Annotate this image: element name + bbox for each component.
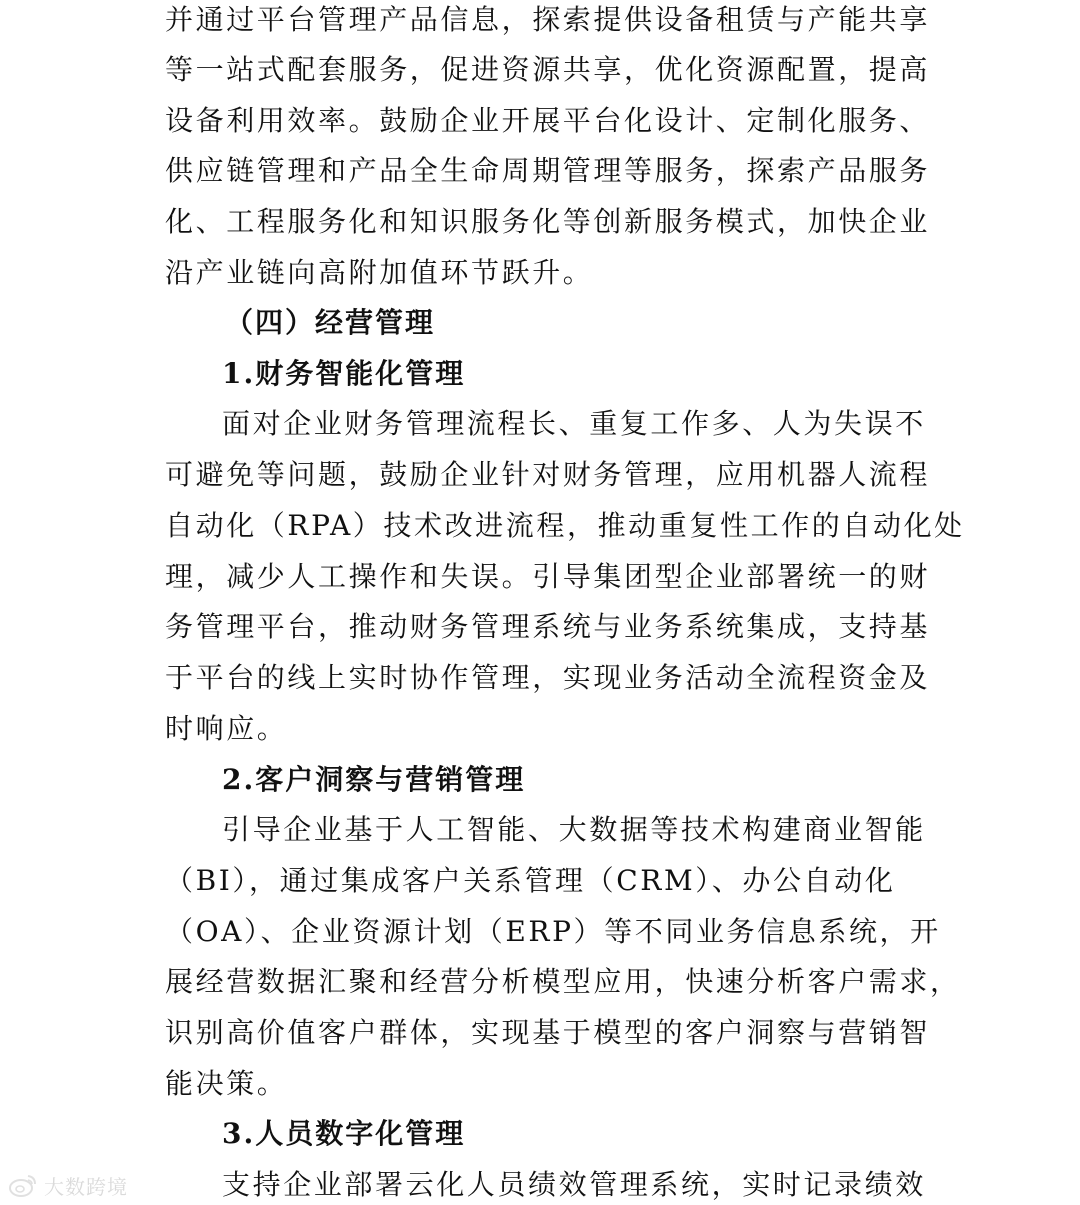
subsection-heading: 3.人员数字化管理: [222, 1117, 466, 1150]
paragraph-line: （OA）、企业资源计划（ERP）等不同业务信息系统，开: [165, 915, 941, 948]
paragraph-line: 可避免等问题，鼓励企业针对财务管理，应用机器人流程: [165, 458, 931, 491]
subsection-heading: 2.客户洞察与营销管理: [222, 763, 526, 796]
subsection-heading: 1.财务智能化管理: [222, 357, 466, 390]
paragraph-line: 展经营数据汇聚和经营分析模型应用，快速分析客户需求，: [165, 965, 961, 998]
paragraph-line: （BI），通过集成客户关系管理（CRM）、办公自动化: [165, 864, 896, 897]
paragraph-line: 并通过平台管理产品信息，探索提供设备租赁与产能共享: [165, 3, 931, 36]
paragraph-line: 等一站式配套服务，促进资源共享，优化资源配置，提高: [165, 53, 931, 86]
paragraph-line: 支持企业部署云化人员绩效管理系统，实时记录绩效: [222, 1168, 926, 1201]
paragraph-line: 引导企业基于人工智能、大数据等技术构建商业智能: [222, 813, 926, 846]
watermark: [8, 1168, 128, 1202]
paragraph-line: 于平台的线上实时协作管理，实现业务活动全流程资金及: [165, 661, 931, 694]
paragraph-line: 供应链管理和产品全生命周期管理等服务，探索产品服务: [165, 154, 931, 187]
weibo-logo-icon: [8, 1172, 38, 1198]
paragraph-line: 时响应。: [165, 712, 288, 745]
paragraph-line: 化、工程服务化和知识服务化等创新服务模式，加快企业: [165, 205, 931, 238]
paragraph-line: 自动化（RPA）技术改进流程，推动重复性工作的自动化处: [165, 509, 965, 542]
paragraph-line: 务管理平台，推动财务管理系统与业务系统集成，支持基: [165, 610, 931, 643]
watermark-text: 大数跨境: [44, 1174, 128, 1199]
paragraph-line: 面对企业财务管理流程长、重复工作多、人为失误不: [222, 407, 926, 440]
paragraph-line: 识别高价值客户群体，实现基于模型的客户洞察与营销智: [165, 1016, 931, 1049]
paragraph-line: 设备利用效率。鼓励企业开展平台化设计、定制化服务、: [165, 104, 931, 137]
paragraph-line: 沿产业链向高附加值环节跃升。: [165, 256, 594, 289]
paragraph-line: 理，减少人工操作和失误。引导集团型企业部署统一的财: [165, 560, 931, 593]
section-heading: （四）经营管理: [225, 306, 436, 339]
paragraph-line: 能决策。: [165, 1067, 288, 1100]
